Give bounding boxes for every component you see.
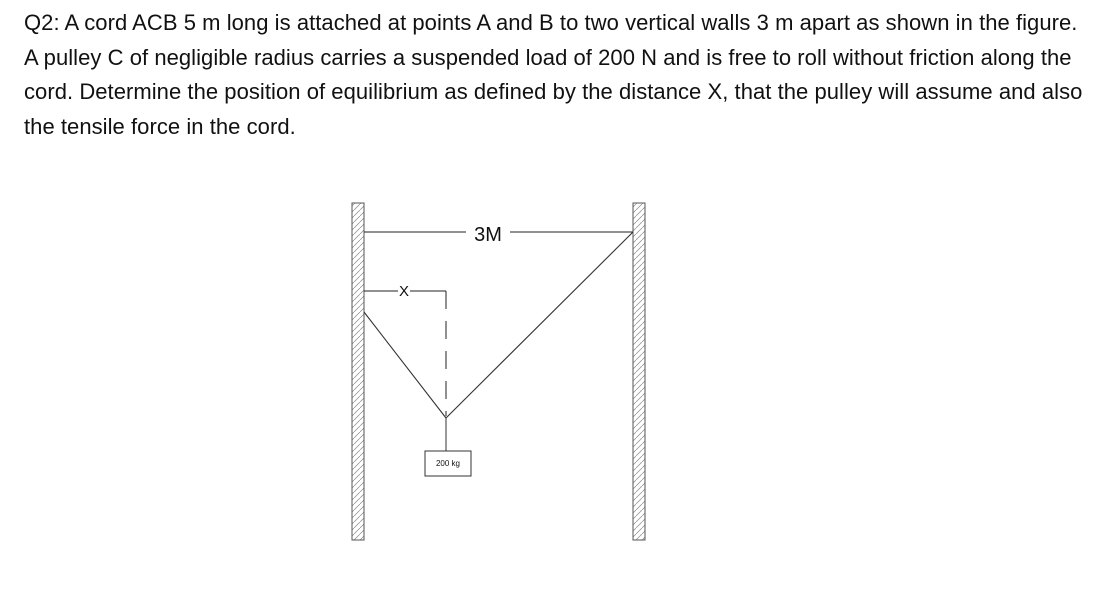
x-label: X	[398, 283, 410, 300]
right-wall	[633, 203, 645, 540]
question-text: Q2: A cord ACB 5 m long is attached at points A and B to two vertical walls 3 m apart as shown in the figure. A pulley C of negligible radius carries a suspended load of 200 N and is free to roll without friction along the cord. Determine the position of equilibrium as defined by the distance X, that the pulley will assume and also the tensile force in the cord.	[24, 10, 1083, 139]
cord-segment-cb	[446, 232, 633, 418]
cord-segment-ac	[364, 312, 446, 418]
load-label: 200 kg	[435, 459, 461, 468]
span-label: 3M	[474, 224, 502, 246]
left-wall	[352, 203, 364, 540]
